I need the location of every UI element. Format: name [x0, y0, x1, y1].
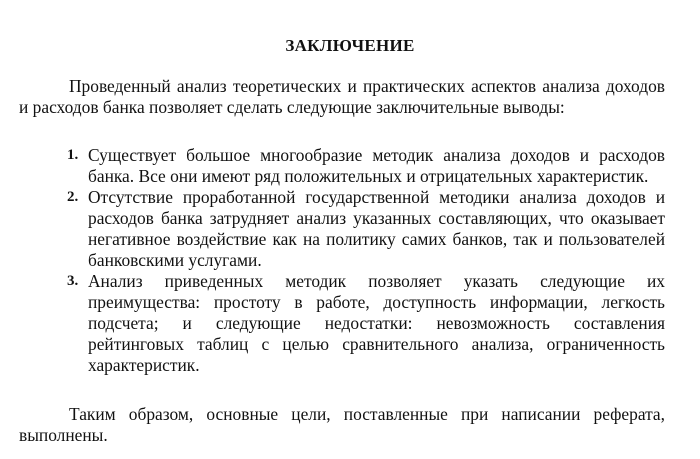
list-item-number: 2.: [67, 189, 79, 205]
document-title: ЗАКЛЮЧЕНИЕ: [285, 36, 415, 55]
list-item: [19, 145, 665, 187]
list-item-text: Существует большое многообразие методик анализа доходов и расходов банка. Все они имеют ряд положительных и отрицательных характеристик.: [88, 145, 665, 186]
list-item-text: Отсутствие проработанной государственной методики анализа доходов и расходов банка затрудняет анализ указанных составляющих, что оказывает негативное воздействие как на политику самих банков, так и пользователей банковскими услугами.: [88, 187, 665, 270]
list-item: [19, 187, 665, 271]
conclusions-list: [19, 145, 665, 376]
intro-paragraph: Проведенный анализ теоретических и практических аспектов анализа доходов и расходов банка позволяет сделать следующие заключительные выводы:: [19, 76, 665, 117]
list-item-number: 1.: [67, 147, 79, 163]
conclusion-paragraph: Таким образом, основные цели, поставленные при написании реферата, выполнены.: [19, 404, 665, 445]
list-item-text: Анализ приведенных методик позволяет указать следующие их преимущества: простоту в работе, доступность информации, легкость подсчета; и следующие недостатки: невозможность составления рейтинговых таблиц с целью сравнительного анализа, ограниченность характеристик.: [88, 271, 665, 375]
list-item: [19, 271, 665, 376]
list-item-number: 3.: [67, 273, 79, 289]
